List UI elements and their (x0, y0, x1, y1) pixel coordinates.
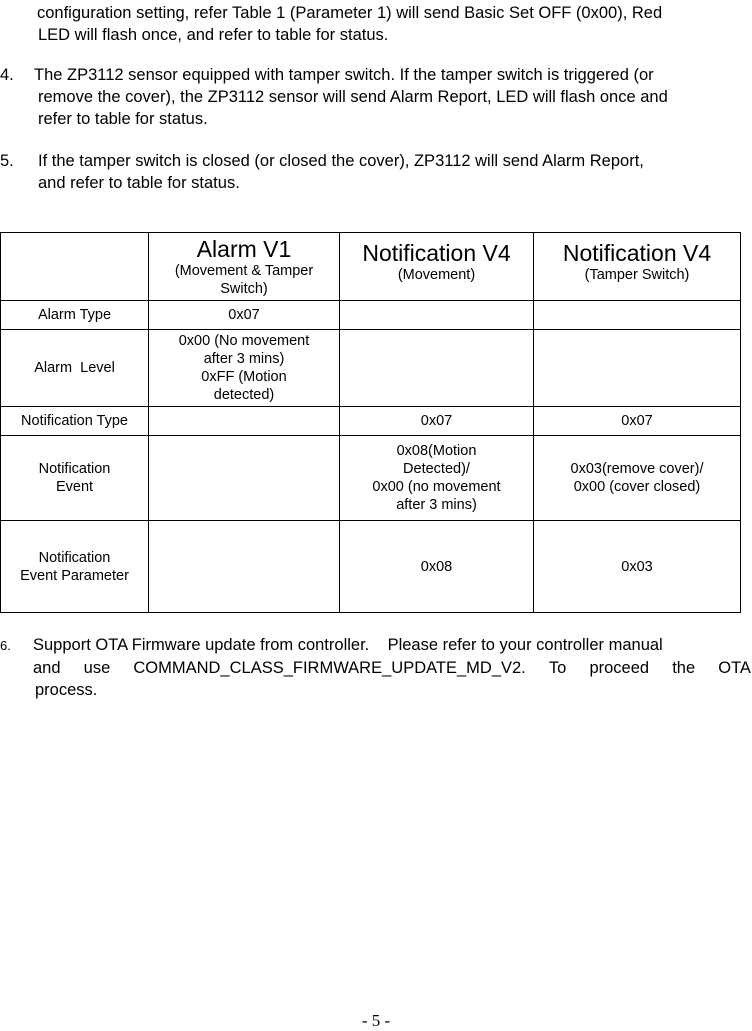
paragraph-line: process. (35, 681, 98, 699)
word: the (672, 659, 696, 677)
cell-line: Detected)/ (403, 461, 470, 477)
line-text: If the tamper switch is closed (or closed the cover), ZP3112 will send Alarm Report, (38, 152, 644, 170)
word: OTA (718, 659, 751, 677)
table-cell: 0x07 (149, 301, 340, 330)
paragraph-line (0, 64, 751, 86)
word: use (83, 659, 111, 677)
row-label: Alarm Type (1, 301, 149, 330)
cell-line: after 3 mins) (396, 497, 477, 513)
cell-line: after 3 mins) (203, 351, 285, 367)
paragraph-line: LED will flash once, and refer to table for status. (38, 26, 389, 44)
cell-line: 0xFF (Motion (201, 369, 287, 385)
table-row (1, 407, 741, 436)
cell-line: 0x00 (No movement (178, 333, 310, 349)
line-text: Support OTA Firmware update from controller. Please refer to your controller manual (33, 636, 663, 654)
table-cell (534, 330, 741, 407)
paragraph-line (0, 150, 751, 172)
row-label (1, 436, 149, 521)
cell-line: 0x03(remove cover)/ (570, 461, 704, 477)
word: proceed (589, 659, 650, 677)
table-row (1, 301, 741, 330)
word: COMMAND_CLASS_FIRMWARE_UPDATE_MD_V2. (133, 659, 526, 677)
header-title: Alarm V1 (196, 235, 292, 262)
paragraph-line: refer to table for status. (38, 110, 208, 128)
header-subtitle: (Tamper Switch) (584, 266, 690, 283)
table-row (1, 330, 741, 407)
table-row (1, 436, 741, 521)
header-cell-notification-v4-tamper (534, 233, 741, 301)
page-number: - 5 - (361, 1011, 391, 1030)
table-header-row (1, 233, 741, 301)
table-cell (149, 407, 340, 436)
paragraph-line (0, 634, 751, 657)
word: To (548, 659, 567, 677)
label-line: Notification (38, 461, 111, 477)
table-cell (534, 436, 741, 521)
list-number: 6. (0, 638, 11, 653)
table-cell (340, 301, 534, 330)
word: and (33, 659, 61, 677)
table-cell: 0x08 (340, 521, 534, 613)
table-cell (149, 521, 340, 613)
table-cell: 0x07 (340, 407, 534, 436)
table-row (1, 521, 741, 613)
row-label: Notification Type (1, 407, 149, 436)
paragraph-line: configuration setting, refer Table 1 (Parameter 1) will send Basic Set OFF (0x00), Red (37, 4, 663, 22)
header-subtitle: (Movement & Tamper (174, 262, 314, 279)
command-class-table (0, 232, 741, 613)
header-title: Notification V4 (362, 239, 511, 266)
table-cell (149, 330, 340, 407)
label-line: Notification (38, 549, 111, 566)
justified-line (0, 657, 751, 679)
list-number: 5. (0, 152, 14, 170)
cell-line: 0x00 (no movement (372, 479, 501, 495)
table-cell: 0x03 (534, 521, 741, 613)
list-item-4 (0, 64, 751, 130)
header-subtitle: Switch) (220, 280, 268, 297)
paragraph-line: remove the cover), the ZP3112 sensor will send Alarm Report, LED will flash once and (38, 88, 668, 106)
header-title: Notification V4 (562, 239, 712, 266)
cell-line: 0x00 (cover closed) (573, 479, 701, 495)
table-cell (340, 436, 534, 521)
table-cell (534, 301, 741, 330)
table-cell (340, 330, 534, 407)
list-item-5 (0, 150, 751, 194)
table-cell: 0x07 (534, 407, 741, 436)
cell-line: 0x08(Motion (396, 443, 477, 459)
header-subtitle: (Movement) (397, 266, 476, 283)
label-line: Event (55, 479, 94, 495)
line-text: The ZP3112 sensor equipped with tamper switch. If the tamper switch is triggered (or (34, 66, 654, 84)
table-cell (149, 436, 340, 521)
label-line: Event Parameter (20, 567, 129, 584)
header-cell-alarm-v1 (149, 233, 340, 301)
list-number: 4. (0, 66, 14, 84)
header-cell-notification-v4-movement (340, 233, 534, 301)
continuation-paragraph (0, 2, 751, 46)
row-label (1, 521, 149, 613)
paragraph-line: and refer to table for status. (38, 174, 240, 192)
cell-line: detected) (213, 387, 275, 403)
row-label: Alarm Level (1, 330, 149, 407)
header-cell-empty (1, 233, 149, 301)
list-item-6 (0, 634, 751, 701)
